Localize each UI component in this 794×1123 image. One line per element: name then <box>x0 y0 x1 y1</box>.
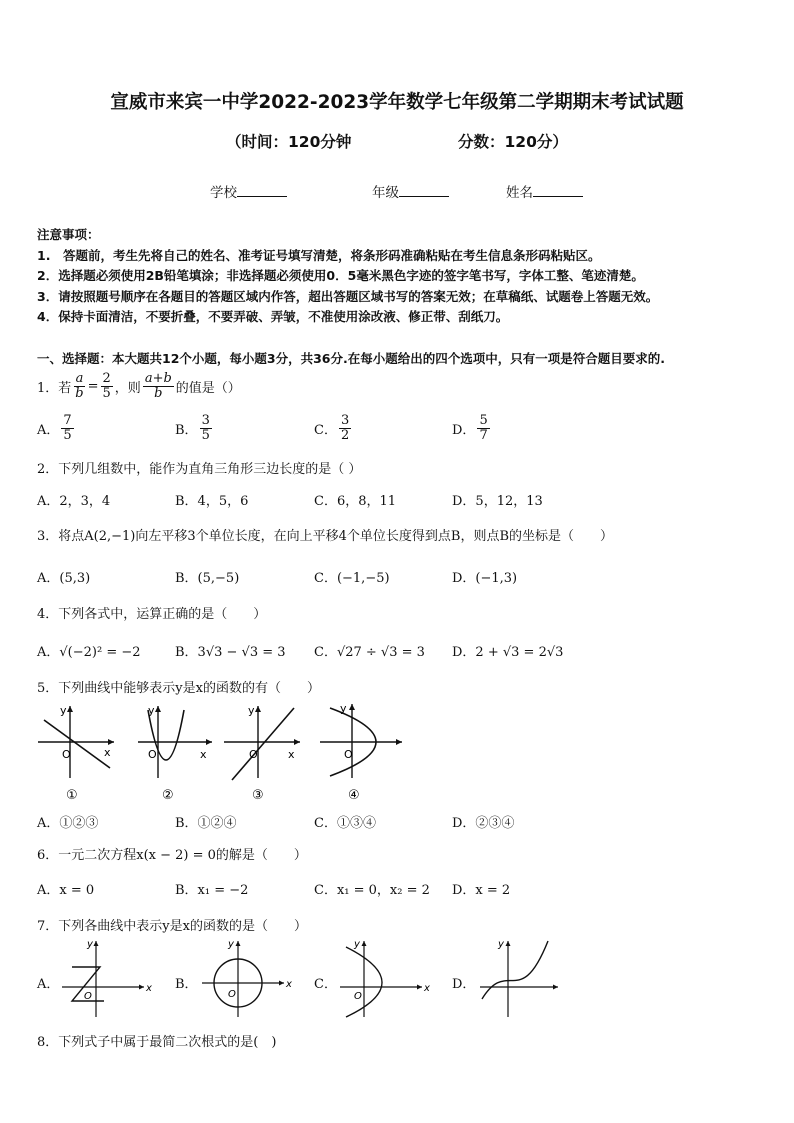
svg-text:y: y <box>498 939 504 950</box>
svg-text:④: ④ <box>348 788 360 803</box>
svg-text:y: y <box>354 939 360 950</box>
svg-text:O: O <box>148 748 157 761</box>
q1-mid: ，则 <box>114 381 141 396</box>
q5-graphs <box>34 700 414 805</box>
svg-text:x: x <box>424 983 430 994</box>
exam-score: 分数：120分） <box>458 133 568 151</box>
q5-option-d[interactable]: D．②③④ <box>452 816 515 831</box>
svg-text:x: x <box>286 979 292 990</box>
q7-graphs <box>60 937 560 1019</box>
q5-graph-1 <box>38 704 114 803</box>
svg-text:O: O <box>228 989 236 1000</box>
section-heading: 一、选择题：本大题共12个小题，每小题3分，共36分.在每小题给出的四个选项中，只有一项是符合题目要求的. <box>37 351 665 366</box>
q1-option-a[interactable]: A． $\frac{7}{5}$ <box>37 413 72 443</box>
q2-option-c[interactable]: C．6，8，11 <box>314 494 397 509</box>
q1-option-d[interactable]: D． $\frac{5}{7}$ <box>452 413 488 443</box>
question-2: 2．下列几组数中，能作为直角三角形三边长度的是（ ） <box>37 462 362 477</box>
q1-fraction-target: $\frac{a+b}{b}$ <box>144 371 172 401</box>
notes-heading: 注意事项： <box>37 227 100 242</box>
q7-option-c[interactable]: C． <box>314 977 337 992</box>
svg-text:O: O <box>354 991 362 1002</box>
svg-text:x: x <box>104 746 111 759</box>
q7-graph-c <box>340 939 430 1017</box>
q6-option-d[interactable]: D．x = 2 <box>452 883 511 898</box>
question-8: 8．下列式子中属于最简二次根式的是( ) <box>37 1035 277 1050</box>
svg-text:y: y <box>248 704 255 717</box>
exam-title: 宣威市来宾一中学2022-2023学年数学七年级第二学期期末考试试题 <box>110 92 684 113</box>
q1-equals: = <box>87 379 99 394</box>
q1-fraction-ab: $\frac{a}{b}$ <box>75 371 84 401</box>
svg-text:y: y <box>60 704 67 717</box>
q5-option-c[interactable]: C．①③④ <box>314 816 376 831</box>
svg-text:①: ① <box>66 788 78 803</box>
svg-text:O: O <box>84 991 92 1002</box>
name-blank[interactable] <box>533 184 583 197</box>
q5-graph-4 <box>320 702 402 803</box>
svg-text:x: x <box>288 748 295 761</box>
note-item: 2．选择题必须使用2B铅笔填涂；非选择题必须使用0．5毫米黑色字迹的签字笔书写，字体工整、笔迹清楚。 <box>37 268 644 283</box>
svg-text:y: y <box>87 939 93 950</box>
name-field[interactable] <box>506 181 583 201</box>
q5-graph-3 <box>224 704 300 803</box>
q7-option-b[interactable]: B． <box>175 977 198 992</box>
q2-option-b[interactable]: B．4，5，6 <box>175 494 249 509</box>
q7-graph-a <box>62 939 152 1017</box>
svg-text:y: y <box>340 702 347 715</box>
svg-text:y: y <box>148 704 155 717</box>
q6-option-a[interactable]: A．x = 0 <box>37 883 95 898</box>
q1-option-c[interactable]: C． $\frac{3}{2}$ <box>314 413 350 443</box>
question-5: 5．下列曲线中能够表示y是x的函数的有（ ） <box>37 681 320 696</box>
q7-option-a[interactable]: A． <box>37 977 60 992</box>
svg-text:x: x <box>200 748 207 761</box>
svg-text:O: O <box>62 748 71 761</box>
q4-option-b[interactable]: B．3√3 − √3 = 3 <box>175 645 286 660</box>
q5-graph-2 <box>138 704 212 803</box>
svg-text:③: ③ <box>252 788 264 803</box>
name-label: 姓名 <box>506 185 533 201</box>
note-item: 1. 答题前，考生先将自己的姓名、准考证号填写清楚，将条形码准确粘贴在考生信息条形码粘贴区。 <box>37 248 601 263</box>
question-3: 3．将点A(2,−1)向左平移3个单位长度，在向上平移4个单位长度得到点B，则点B的坐标是（ ） <box>37 529 614 544</box>
grade-field[interactable] <box>372 181 449 201</box>
q7-graph-b <box>202 939 292 1017</box>
q4-option-a[interactable]: A．√(−2)² = −2 <box>37 645 141 660</box>
q2-option-d[interactable]: D．5，12，13 <box>452 494 543 509</box>
q2-option-a[interactable]: A．2，3，4 <box>37 494 111 509</box>
grade-label: 年级 <box>372 185 399 201</box>
q1-suffix: 的值是（） <box>175 381 241 396</box>
question-1 <box>37 372 241 401</box>
q7-option-d[interactable]: D． <box>452 977 476 992</box>
q3-option-c[interactable]: C．(−1,−5) <box>314 571 390 586</box>
note-item: 4．保持卡面清洁，不要折叠，不要弄破、弄皱，不准使用涂改液、修正带、刮纸刀。 <box>37 309 509 324</box>
svg-text:②: ② <box>162 788 174 803</box>
q1-prefix: 1．若 <box>37 381 72 396</box>
q5-option-b[interactable]: B．①②④ <box>175 816 237 831</box>
school-blank[interactable] <box>237 184 287 197</box>
question-4: 4．下列各式中，运算正确的是（ ） <box>37 607 267 622</box>
q1-fraction-25: $\frac{2}{5}$ <box>102 371 111 401</box>
q6-option-c[interactable]: C．x₁ = 0，x₂ = 2 <box>314 883 430 898</box>
svg-text:y: y <box>228 939 234 950</box>
question-7: 7．下列各曲线中表示y是x的函数的是（ ） <box>37 919 307 934</box>
q3-option-a[interactable]: A．(5,3) <box>37 571 91 586</box>
school-label: 学校 <box>210 185 237 201</box>
exam-time: （时间：120分钟 <box>226 133 352 151</box>
svg-text:O: O <box>249 748 258 761</box>
q7-graph-d <box>480 939 558 1017</box>
note-item: 3．请按照题号顺序在各题目的答题区域内作答，超出答题区域书写的答案无效；在草稿纸、试题卷上答题无效。 <box>37 289 659 304</box>
q5-option-a[interactable]: A．①②③ <box>37 816 99 831</box>
grade-blank[interactable] <box>399 184 449 197</box>
q4-option-c[interactable]: C．√27 ÷ √3 = 3 <box>314 645 425 660</box>
q6-option-b[interactable]: B．x₁ = −2 <box>175 883 249 898</box>
svg-text:x: x <box>146 983 152 994</box>
svg-text:O: O <box>344 748 353 761</box>
school-field[interactable] <box>210 181 287 201</box>
q4-option-d[interactable]: D．2 + √3 = 2√3 <box>452 645 564 660</box>
question-6: 6．一元二次方程x(x − 2) = 0的解是（ ） <box>37 848 307 863</box>
q3-option-b[interactable]: B．(5,−5) <box>175 571 240 586</box>
q3-option-d[interactable]: D．(−1,3) <box>452 571 518 586</box>
q1-option-b[interactable]: B． $\frac{3}{5}$ <box>175 413 210 443</box>
